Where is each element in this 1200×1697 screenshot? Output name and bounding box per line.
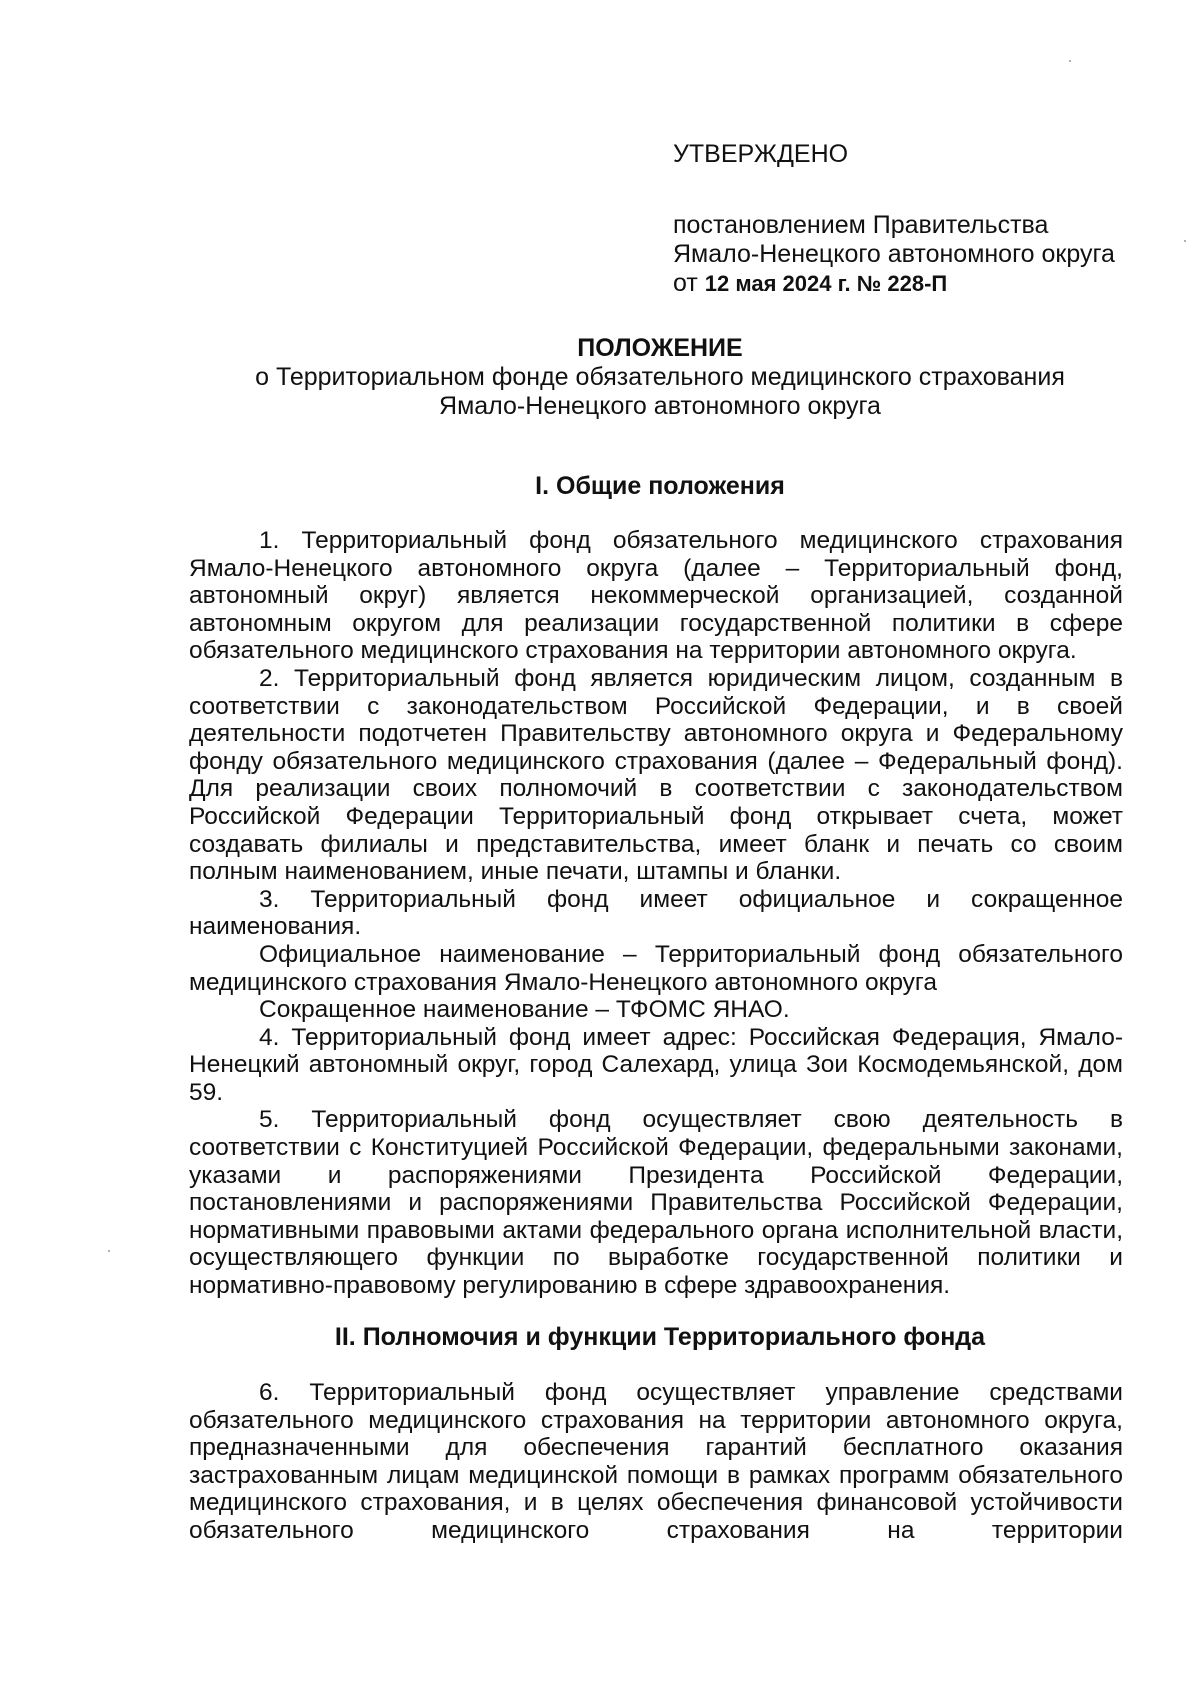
- approval-date-line: [673, 269, 1143, 298]
- document-title: [190, 334, 1130, 421]
- paragraph-6: 6. Территориальный фонд осуществляет управление средствами обязательного медицинского страхования на территории автономного округа, предназначенными для обеспечения гарантий бесплатного оказания застрахованным лицам медицинской помощи в рамках программ обязательного медицинского страхования, и в целях обеспечения финансовой устойчивости обязательного медицинского страхования на территории: [189, 1379, 1123, 1544]
- scan-speck: [1184, 240, 1186, 242]
- section-2-body: [189, 1379, 1123, 1545]
- scan-speck: [108, 1250, 110, 1252]
- paragraph-4: 4. Территориальный фонд имеет адрес: Российская Федерация, Ямало-Ненецкий автономный округ, город Салехард, улица Зои Космодемьянской, дом 59.: [189, 1023, 1123, 1106]
- document-title-line-1: о Территориальном фонде обязательного медицинского страхования: [255, 363, 1065, 391]
- section-1-heading: I. Общие положения: [535, 472, 785, 500]
- approval-date-value: 12 мая 2024 г. № 228-П: [704, 271, 948, 296]
- scan-speck: [1069, 60, 1071, 62]
- paragraph-short-name: Сокращенное наименование – ТФОМС ЯНАО.: [259, 996, 790, 1024]
- section-2-heading: II. Полномочия и функции Территориального фонда: [334, 1323, 986, 1351]
- section-1-body: [189, 527, 1123, 1300]
- paragraph-2: 2. Территориальный фонд является юридическим лицом, созданным в соответствии с законодательством Российской Федерации, и в своей деятельности подотчетен Правительству автономного округа и Федеральному фонду обязательного медицинского страхования (далее – Федеральный фонд). Для реализации своих полномочий в соответствии с законодательством Российской Федерации Территориальный фонд открывает счета, может создавать филиалы и представительства, имеет бланк и печать со своим полным наименованием, иные печати, штампы и бланки.: [189, 664, 1123, 886]
- approval-block: [673, 140, 1143, 298]
- paragraph-1: 1. Территориальный фонд обязательного медицинского страхования Ямало-Ненецкого автономного округа (далее – Территориальный фонд, автономный округ) является некоммерческой организацией, созданной автономным округом для реализации государственной политики в сфере обязательного медицинского страхования на территории автономного округа.: [189, 527, 1123, 665]
- document-title-name: ПОЛОЖЕНИЕ: [577, 334, 743, 362]
- paragraph-3: 3. Территориальный фонд имеет официальное и сокращенное наименования.: [189, 885, 1123, 941]
- approval-line-1: постановлением Правительства: [673, 211, 1049, 239]
- document-title-line-2: Ямало-Ненецкого автономного округа: [439, 392, 881, 420]
- approval-stamp: УТВЕРЖДЕНО: [673, 140, 849, 168]
- approval-line-2: Ямало-Ненецкого автономного округа: [673, 240, 1115, 268]
- paragraph-official-name: Официальное наименование – Территориальный фонд обязательного медицинского страхования Ямало-Ненецкого автономного округа: [189, 940, 1123, 996]
- paragraph-5: 5. Территориальный фонд осуществляет свою деятельность в соответствии с Конституцией Российской Федерации, федеральными законами, указами и распоряжениями Президента Российской Федерации, постановлениями и распоряжениями Правительства Российской Федерации, нормативными правовыми актами федерального органа исполнительной власти, осуществляющего функции по выработке государственной политики и нормативно-правовому регулированию в сфере здравоохранения.: [189, 1106, 1123, 1300]
- approval-date-prefix: от: [673, 269, 705, 297]
